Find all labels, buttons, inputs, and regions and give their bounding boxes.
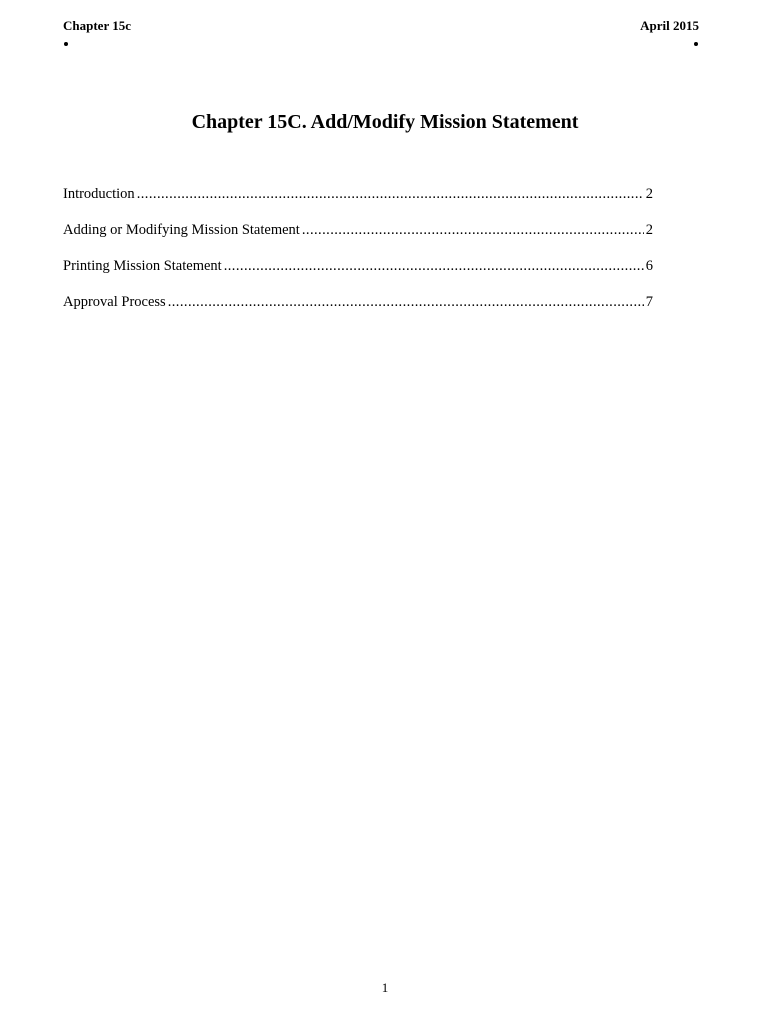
toc-entry-page: 6 [645,258,653,274]
toc-entry-label: Approval Process [63,294,166,310]
toc-dot-leader [302,222,644,239]
toc-entry-introduction[interactable] [63,186,653,222]
toc-entry-printing[interactable] [63,258,653,294]
toc-dot-leader [224,258,644,275]
bullet-icon [694,42,698,46]
bullet-icon [64,42,68,46]
toc-entry-page: 2 [645,186,653,202]
page-title: Chapter 15C. Add/Modify Mission Statement [191,111,579,133]
toc-entry-adding-modifying[interactable] [63,222,653,258]
toc-entry-label: Introduction [63,186,135,202]
toc-entry-label: Printing Mission Statement [63,258,222,274]
page-number: 1 [381,980,389,995]
toc-entry-page: 7 [645,294,653,310]
toc-entry-page: 2 [645,222,653,238]
header-chapter: Chapter 15c [63,18,132,33]
table-of-contents [63,186,653,330]
toc-dot-leader [137,186,644,203]
toc-entry-approval[interactable] [63,294,653,330]
toc-entry-label: Adding or Modifying Mission Statement [63,222,300,238]
header-date: April 2015 [640,18,699,33]
toc-dot-leader [168,294,644,311]
